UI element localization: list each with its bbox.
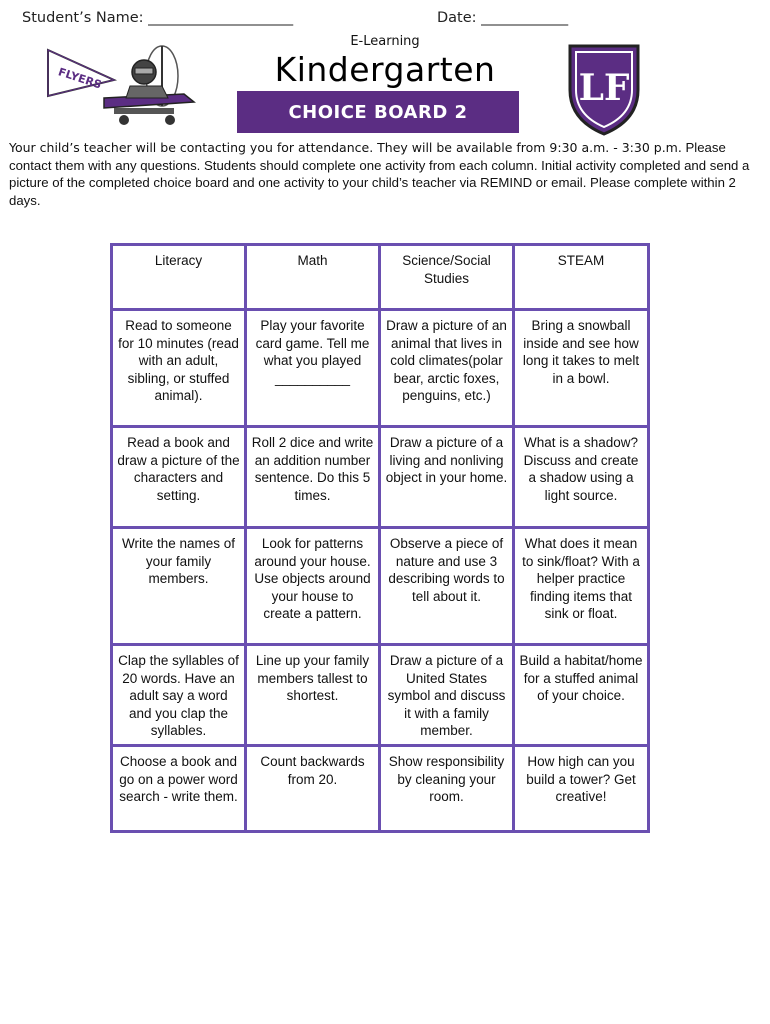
table-cell: What is a shadow? Discuss and create a shadow using a light source. <box>514 427 649 528</box>
table-cell: Play your favorite card game. Tell me what you played __________ <box>246 310 380 427</box>
svg-text:LF: LF <box>578 67 630 109</box>
table-row <box>112 427 649 528</box>
table-cell: Line up your family members tallest to shortest. <box>246 645 380 746</box>
table-cell: Look for patterns around your house. Use objects around your house to create a pattern. <box>246 528 380 645</box>
table-cell: Draw a picture of a United States symbol and discuss it with a family member. <box>380 645 514 746</box>
choice-board-banner: CHOICE BOARD 2 <box>237 91 519 133</box>
table-cell: Bring a snowball inside and see how long it takes to melt in a bowl. <box>514 310 649 427</box>
table-row <box>112 528 649 645</box>
table-cell: Count backwards from 20. <box>246 745 380 831</box>
intro-rest: Please contact them with any questions. Students should complete one activity from each column. Initial activity completed and send a picture of the completed choice board and one activity to your child’s teacher via REMIND or email. Please complete within 2 days. <box>9 140 750 208</box>
table-cell: Choose a book and go on a power word search - write them. <box>112 745 246 831</box>
page-title: Kindergarten <box>274 50 496 89</box>
table-cell: Read to someone for 10 minutes (read with an adult, sibling, or stuffed animal). <box>112 310 246 427</box>
table-cell: Read a book and draw a picture of the characters and setting. <box>112 427 246 528</box>
table-row <box>112 745 649 831</box>
student-name-field: Student’s Name: ____________________ <box>22 10 294 26</box>
svg-text:FLYERS: FLYERS <box>56 65 104 92</box>
table-cell: Clap the syllables of 20 words. Have an adult say a word and you clap the syllables. <box>112 645 246 746</box>
table-cell: Draw a picture of an animal that lives in cold climates(polar bear, arctic foxes, penguins, etc.) <box>380 310 514 427</box>
table-cell: Roll 2 dice and write an addition number sentence. Do this 5 times. <box>246 427 380 528</box>
column-header-math: Math <box>246 245 380 310</box>
column-header-science-social-studies: Science/Social Studies <box>380 245 514 310</box>
column-header-literacy: Literacy <box>112 245 246 310</box>
lf-shield-logo-icon <box>566 42 642 136</box>
table-row <box>112 645 649 746</box>
table-cell: Write the names of your family members. <box>112 528 246 645</box>
date-field: Date: ____________ <box>437 10 569 26</box>
table-cell: Build a habitat/home for a stuffed animal of your choice. <box>514 645 649 746</box>
table-cell: What does it mean to sink/float? With a helper practice finding items that sink or float. <box>514 528 649 645</box>
choice-board-table <box>110 243 650 833</box>
table-header-row <box>112 245 649 310</box>
table-cell: How high can you build a tower? Get creative! <box>514 745 649 831</box>
intro-paragraph <box>9 139 761 209</box>
table-cell: Draw a picture of a living and nonliving object in your home. <box>380 427 514 528</box>
table-cell: Observe a piece of nature and use 3 describing words to tell about it. <box>380 528 514 645</box>
subtitle: E-Learning <box>350 34 420 49</box>
column-header-steam: STEAM <box>514 245 649 310</box>
intro-lead: Your child’s teacher will be contacting you for attendance. They will be available from 9:30 a.m. - 3:30 p.m. <box>9 140 682 155</box>
table-row <box>112 310 649 427</box>
table-cell: Show responsibility by cleaning your room. <box>380 745 514 831</box>
